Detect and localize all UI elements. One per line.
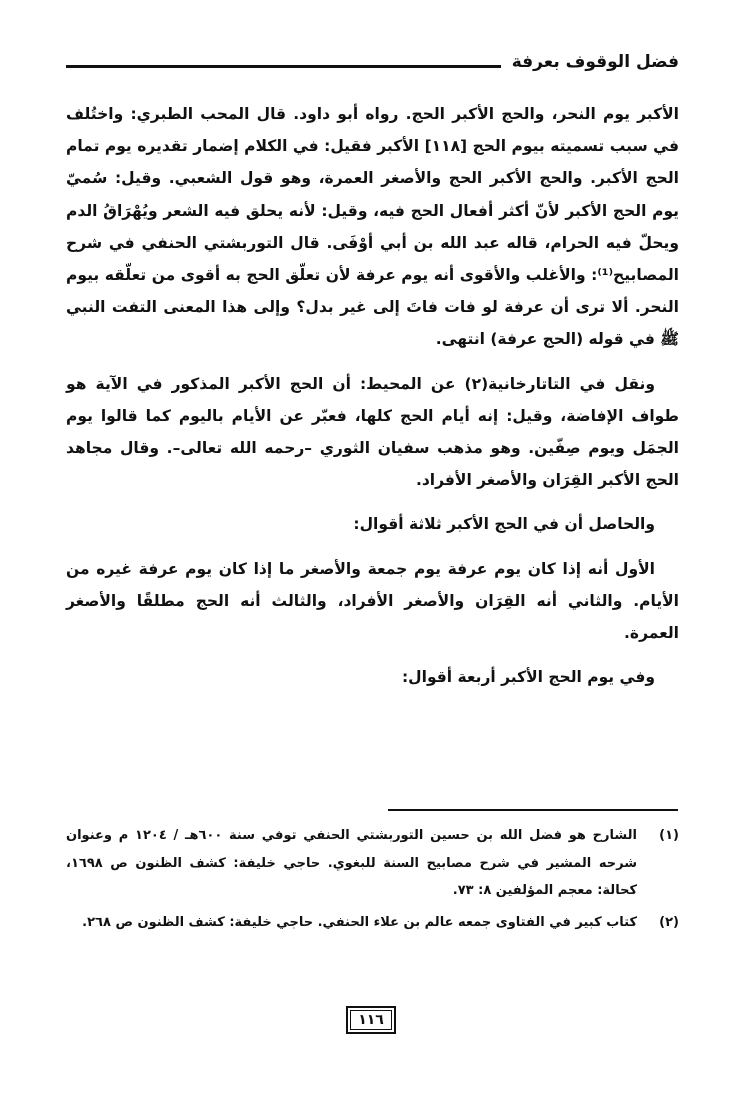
footnote-number: (٢) [659, 914, 679, 930]
footnotes [66, 822, 679, 940]
footnote-rule [388, 809, 678, 811]
paragraph-2: ونقل في التاتارخانية(٢) عن المحيط: أن الحج الأكبر المذكور في الآية هو طواف الإفاضة، وقيل: إنه أيام الحج كلها، فعبّر عن الأيام باليوم كما قالوا يوم الجمَل ويوم صِفّين. وهو مذهب سفيان الثوري –رحمه الله تعالى–. وقال مجاهد الحج الأكبر القِرَان والأصغر الأفراد. [66, 374, 679, 490]
footnote-2 [66, 909, 679, 937]
footnote-1 [66, 822, 679, 905]
paragraph-1: الأكبر يوم النحر، والحج الأكبر الحج. رواه أبو داود. قال المحب الطبري: واختُلف في سبب تسميته بيوم الحج [١١٨] الأكبر فقيل: في الكلام إضمار تقديره يوم تمام الحج الأكبر. والحج الأكبر الحج والأصغر العمرة، وهو قول الشعبي. وقيل: سُميّ يوم الحج الأكبر لأنّ أكثر أفعال الحج فيه، وقيل: لأنه يحلق فيه الشعر ويُهْرَاقُ الدم ويحلّ فيه الحرام، قاله عبد الله بن أبي أوْفَى. قال التوربشتي الحنفي في شرح المصابيح⁽¹⁾: والأغلب والأقوى أنه يوم عرفة لأن تعلّق الحج به أقوى من تعلّقه بيوم النحر. ألا ترى أن عرفة لو فات فاتَ إلى غير بدل؟ وإلى هذا المعنى التفت النبي ﷺ في قوله (الحج عرفة) انتهى. [66, 105, 679, 349]
footnote-text: الشارح هو فضل الله بن حسين التوربشتي الحنفي توفي سنة ٦٠٠هـ / ١٢٠٤ م وعنوان شرحه المشير في شرح مصابيح السنة للبغوي. حاجي خليفة: كشف الظنون ص ١٦٩٨، كحالة: معجم المؤلفين ٨: ٧٣. [66, 828, 637, 898]
running-header-title: فضل الوقوف بعرفة [511, 52, 679, 72]
paragraph-4: الأول أنه إذا كان يوم عرفة يوم جمعة والأصغر ما إذا كان يوم عرفة غيره من الأيام. والثاني أنه القِرَان والأصغر الأفراد، والثالث أنه الحج مطلقًا والأصغر العمرة. [66, 559, 679, 643]
paragraph-3: والحاصل أن في الحج الأكبر ثلاثة أقوال: [353, 515, 655, 534]
header-rule [66, 65, 501, 68]
main-text [66, 98, 679, 693]
footnote-text: كتاب كبير في الفتاوى جمعه عالم بن علاء الحنفي. حاجي خليفة: كشف الظنون ص ٢٦٨. [82, 914, 637, 930]
paragraph-5: وفي يوم الحج الأكبر أربعة أقوال: [401, 668, 655, 687]
page-number: ١١٦ [346, 1006, 396, 1034]
footnote-number: (١) [659, 828, 679, 843]
running-header [66, 50, 679, 80]
